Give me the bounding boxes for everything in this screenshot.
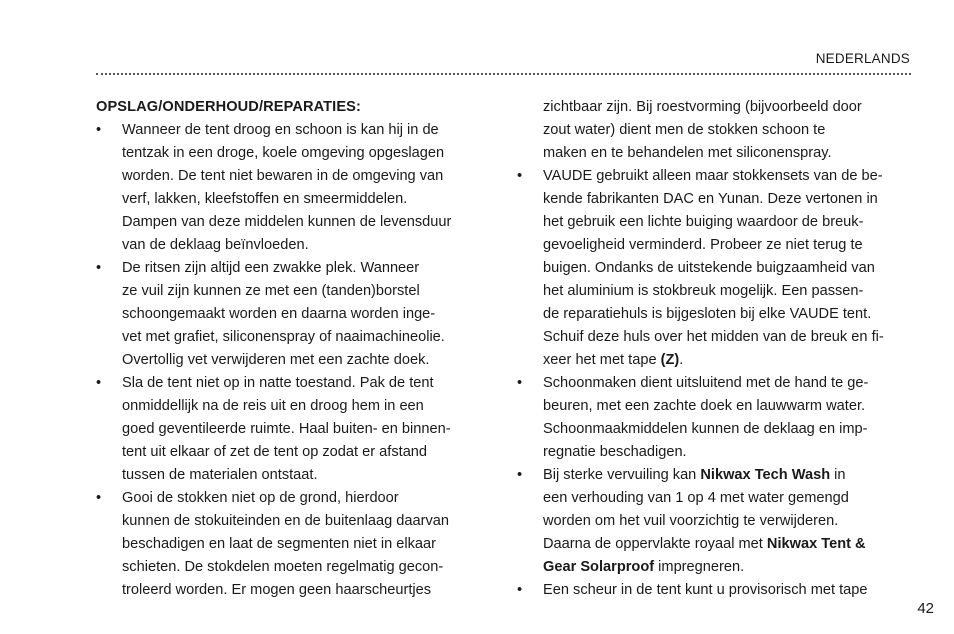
list-item — [96, 119, 496, 257]
list-item — [96, 257, 496, 372]
text-line: VAUDE gebruikt alleen maar stokkensets van de be- — [543, 168, 883, 184]
bullet-marker: • — [96, 375, 102, 391]
text-line: maken en te behandelen met siliconenspray. — [543, 145, 832, 161]
list-item — [517, 165, 917, 372]
bullet-marker: • — [517, 375, 523, 391]
text-line: kende fabrikanten DAC en Yunan. Deze vertonen in — [543, 191, 878, 207]
text-fragment: xeer het met tape — [543, 352, 661, 368]
text-line: regnatie beschadigen. — [543, 444, 687, 460]
text-line: goed geventileerde ruimte. Haal buiten- en binnen- — [122, 421, 451, 437]
list-item — [96, 372, 496, 487]
product-name: Nikwax Tech Wash — [700, 467, 831, 483]
text-fragment: in — [830, 467, 846, 483]
text-line — [543, 349, 917, 372]
bullet-marker: • — [96, 260, 102, 276]
left-column — [96, 96, 496, 602]
text-line: Schuif deze huls over het midden van de breuk en fi- — [543, 329, 884, 345]
text-line: Sla de tent niet op in natte toestand. Pak de tent — [122, 375, 434, 391]
text-line: Schoonmaken dient uitsluitend met de hand te ge- — [543, 375, 869, 391]
text-line: tentzak in een droge, koele omgeving opgeslagen — [122, 145, 445, 161]
text-line: een verhouding van 1 op 4 met water gemengd — [543, 490, 849, 506]
product-name: Gear Solarproof — [543, 559, 655, 575]
text-line: schieten. De stokdelen moeten regelmatig gecon- — [122, 559, 444, 575]
bullet-marker: • — [517, 467, 523, 483]
text-line: worden. De tent niet bewaren in de omgeving van — [122, 168, 444, 184]
text-line: het gebruik een lichte buiging waardoor de breuk- — [543, 214, 864, 230]
text-line: tussen de materialen ontstaat. — [122, 467, 318, 483]
continued-paragraph — [517, 96, 917, 165]
text-line: beuren, met een zachte doek en lauwwarm water. — [543, 398, 866, 414]
list-item — [517, 579, 917, 602]
left-bullet-list — [96, 119, 496, 602]
text-line: kunnen de stokuiteinden en de buitenlaag daarvan — [122, 513, 449, 529]
text-line: ze vuil zijn kunnen ze met een (tanden)borstel — [122, 283, 420, 299]
bullet-marker: • — [517, 168, 523, 184]
text-line: zichtbaar zijn. Bij roestvorming (bijvoorbeeld door — [543, 99, 862, 115]
text-line: de reparatiehuls is bijgesloten bij elke VAUDE tent. — [543, 306, 872, 322]
text-line: van de deklaag beïnvloeden. — [122, 237, 309, 253]
text-fragment: Bij sterke vervuiling kan — [543, 467, 701, 483]
text-line: buigen. Ondanks de uitstekende buigzaamheid van — [543, 260, 875, 276]
text-line: troleerd worden. Er mogen geen haarscheurtjes — [122, 582, 432, 598]
text-line: gevoeligheid verminderd. Probeer ze niet terug te — [543, 237, 863, 253]
text-line: worden om het vuil voorzichtig te verwijderen. — [543, 513, 839, 529]
text-line: Dampen van deze middelen kunnen de levensduur — [122, 214, 452, 230]
text-line: vet met grafiet, siliconenspray of naaimachineolie. — [122, 329, 445, 345]
text-line — [543, 556, 917, 579]
text-line: beschadigen en laat de segmenten niet in elkaar — [122, 536, 436, 552]
text-fragment: impregneren. — [654, 559, 745, 575]
text-line: het aluminium is stokbreuk mogelijk. Een passen- — [543, 283, 864, 299]
text-line — [543, 533, 917, 556]
text-line: zout water) dient men de stokken schoon te — [543, 122, 826, 138]
text-line: De ritsen zijn altijd een zwakke plek. Wanneer — [122, 260, 420, 276]
list-item — [517, 464, 917, 579]
text-line: verf, lakken, kleefstoffen en smeermiddelen. — [122, 191, 408, 207]
list-item — [517, 372, 917, 464]
bullet-marker: • — [96, 122, 102, 138]
header-divider — [96, 73, 911, 75]
text-fragment: . — [679, 352, 684, 368]
section-title: OPSLAG/ONDERHOUD/REPARATIES: — [96, 99, 361, 115]
text-line: schoongemaakt worden en daarna worden inge- — [122, 306, 436, 322]
right-column — [517, 96, 917, 602]
text-fragment: Daarna de oppervlakte royaal met — [543, 536, 767, 552]
text-line: Wanneer de tent droog en schoon is kan hij in de — [122, 122, 439, 138]
bullet-marker: • — [517, 582, 523, 598]
page-header: NEDERLANDS — [815, 51, 910, 66]
text-line: onmiddellijk na de reis uit en droog hem in een — [122, 398, 424, 414]
text-line: Overtollig vet verwijderen met een zachte doek. — [122, 352, 430, 368]
right-bullet-list — [517, 165, 917, 602]
text-line: Schoonmaakmiddelen kunnen de deklaag en imp- — [543, 421, 868, 437]
page-number: 42 — [917, 600, 934, 617]
text-line: tent uit elkaar of zet de tent op zodat er afstand — [122, 444, 428, 460]
figure-reference: (Z) — [660, 352, 680, 368]
text-line: Gooi de stokken niet op de grond, hierdoor — [122, 490, 399, 506]
text-line — [543, 464, 917, 487]
list-item — [96, 487, 496, 602]
text-line: Een scheur in de tent kunt u provisorisch met tape — [543, 582, 868, 598]
product-name: Nikwax Tent & — [766, 536, 866, 552]
bullet-marker: • — [96, 490, 102, 506]
